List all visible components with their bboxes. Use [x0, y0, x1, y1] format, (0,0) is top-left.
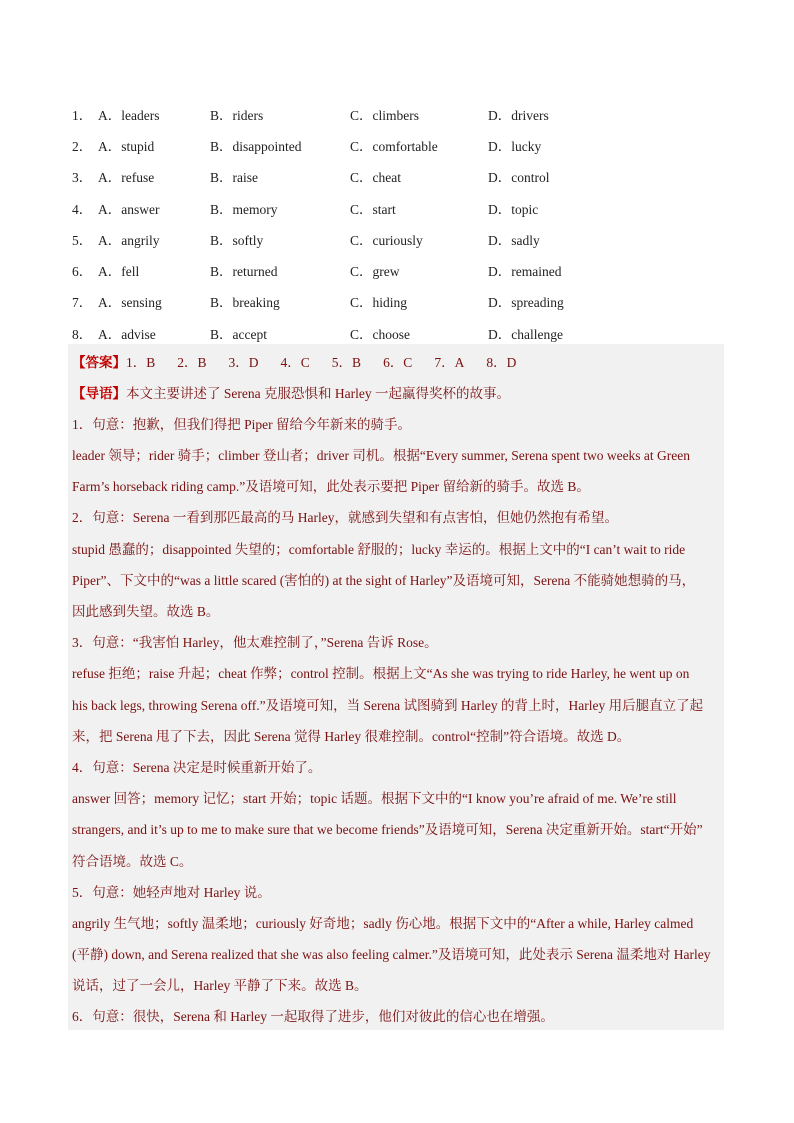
- question-row: [72, 161, 724, 192]
- option-a: A．refuse: [98, 170, 155, 186]
- option-d: D．topic: [488, 201, 539, 217]
- explanation-line: leader 领导；rider 骑手；climber 登山者；driver 司机。根据“Every summer, Serena spent two weeks at Green: [72, 448, 691, 463]
- explanation-line: 因此感到失望。故选 B。: [72, 604, 220, 619]
- explanation-line: refuse 拒绝；raise 升起；cheat 作弊；control 控制。根据上文“As she was trying to ride Harley, he went up on: [72, 666, 690, 681]
- option-c: C．comfortable: [350, 138, 438, 154]
- answer-item: 8．D: [486, 355, 517, 370]
- option-d: D．challenge: [488, 326, 563, 342]
- question-row: [72, 223, 724, 254]
- option-c: C．cheat: [350, 170, 401, 186]
- question-number: 2．: [72, 138, 93, 154]
- answer-tag: 【答案】: [72, 355, 126, 370]
- explanation-line: 4．句意：Serena 决定是时候重新开始了。: [72, 760, 322, 775]
- option-a: A．stupid: [98, 138, 155, 154]
- option-b: B．raise: [210, 170, 258, 186]
- option-c: C．curiously: [350, 232, 423, 248]
- option-c: C．grew: [350, 264, 400, 280]
- answer-item: 4．C: [280, 355, 310, 370]
- question-options: [72, 98, 724, 348]
- explanation-line: (平静) down, and Serena realized that she was also feeling calmer.”及语境可知，此处表示 Serena 温柔地对 Harley: [72, 947, 711, 962]
- explanation-line: his back legs, throwing Serena off.”及语境可知，当 Serena 试图骑到 Harley 的背上时，Harley 用后腿直立了起: [72, 698, 704, 713]
- question-number: 5．: [72, 232, 93, 248]
- explanation-line: angrily 生气地；softly 温柔地；curiously 好奇地；sadly 伤心地。根据下文中的“After a while, Harley calmed: [72, 916, 694, 931]
- explanation-line: 符合语境。故选 C。: [72, 854, 193, 869]
- option-d: D．lucky: [488, 138, 542, 154]
- question-number: 6．: [72, 264, 93, 280]
- option-a: A．sensing: [98, 295, 162, 311]
- option-c: C．hiding: [350, 295, 408, 311]
- answer-item: 3．D: [228, 355, 259, 370]
- question-row: [72, 129, 724, 160]
- question-number: 7．: [72, 295, 93, 311]
- option-a: A．advise: [98, 326, 156, 342]
- explanation-line: 3．句意：“我害怕 Harley，他太难控制了，”Serena 告诉 Rose。: [72, 635, 438, 650]
- option-c: C．choose: [350, 326, 410, 342]
- question-number: 4．: [72, 201, 93, 217]
- question-row: [72, 254, 724, 285]
- explanation-line: 6．句意：很快，Serena 和 Harley 一起取得了进步，他们对彼此的信心也在增强。: [72, 1009, 554, 1024]
- option-d: D．spreading: [488, 295, 564, 311]
- guide-line: [72, 382, 510, 402]
- guide-text: 本文主要讲述了 Serena 克服恐惧和 Harley 一起赢得奖杯的故事。: [126, 386, 510, 401]
- question-number: 1．: [72, 107, 93, 123]
- option-d: D．control: [488, 170, 550, 186]
- option-b: B．breaking: [210, 295, 280, 311]
- explanation-line: 说话，过了一会儿，Harley 平静了下来。故选 B。: [72, 978, 368, 993]
- explanation-line: strangers, and it’s up to me to make sure that we become friends”及语境可知，Serena 决定重新开始。start“开始”: [72, 822, 703, 837]
- option-c: C．start: [350, 201, 396, 217]
- answer-item: 6．C: [383, 355, 413, 370]
- answer-key-line: [72, 351, 538, 371]
- explanation-line: 1．句意：抱歉，但我们得把 Piper 留给今年新来的骑手。: [72, 417, 411, 432]
- answer-explanation-block: [68, 344, 724, 1030]
- question-number: 8．: [72, 326, 93, 342]
- guide-tag: 【导语】: [72, 386, 126, 401]
- option-a: A．answer: [98, 201, 160, 217]
- answer-item: 1．B: [126, 355, 156, 370]
- explanation-line: 5．句意：她轻声地对 Harley 说。: [72, 885, 271, 900]
- answer-item: 5．B: [331, 355, 362, 370]
- explanation-line: 来，把 Serena 甩了下去，因此 Serena 觉得 Harley 很难控制。control“控制”符合语境。故选 D。: [72, 729, 631, 744]
- option-c: C．climbers: [350, 107, 419, 123]
- answer-item: 7．A: [434, 355, 465, 370]
- option-b: B．softly: [210, 232, 264, 248]
- option-b: B．accept: [210, 326, 267, 342]
- option-b: B．memory: [210, 201, 278, 217]
- option-a: A．fell: [98, 264, 140, 280]
- question-row: [72, 192, 724, 223]
- question-row: [72, 286, 724, 317]
- option-a: A．angrily: [98, 232, 160, 248]
- question-number: 3．: [72, 170, 93, 186]
- option-b: B．returned: [210, 264, 278, 280]
- explanation-line: Farm’s horseback riding camp.”及语境可知，此处表示要把 Piper 留给新的骑手。故选 B。: [72, 479, 590, 494]
- explanation-line: answer 回答；memory 记忆；start 开始；topic 话题。根据下文中的“I know you’re afraid of me. We’re still: [72, 791, 677, 806]
- question-row: [72, 98, 724, 129]
- explanation-line: Piper”、下文中的“was a little scared (害怕的) at the sight of Harley”及语境可知，Serena 不能骑她想骑的马，: [72, 573, 696, 588]
- option-d: D．drivers: [488, 107, 549, 123]
- option-a: A．leaders: [98, 107, 160, 123]
- option-d: D．sadly: [488, 232, 540, 248]
- explanation-line: 2．句意：Serena 一看到那匹最高的马 Harley，就感到失望和有点害怕，但她仍然抱有希望。: [72, 510, 618, 525]
- answer-item: 2．B: [177, 355, 207, 370]
- option-d: D．remained: [488, 264, 562, 280]
- explanation-line: stupid 愚蠢的；disappointed 失望的；comfortable 舒服的；lucky 幸运的。根据上文中的“I can’t wait to ride: [72, 542, 686, 557]
- option-b: B．disappointed: [210, 138, 302, 154]
- option-b: B．riders: [210, 107, 264, 123]
